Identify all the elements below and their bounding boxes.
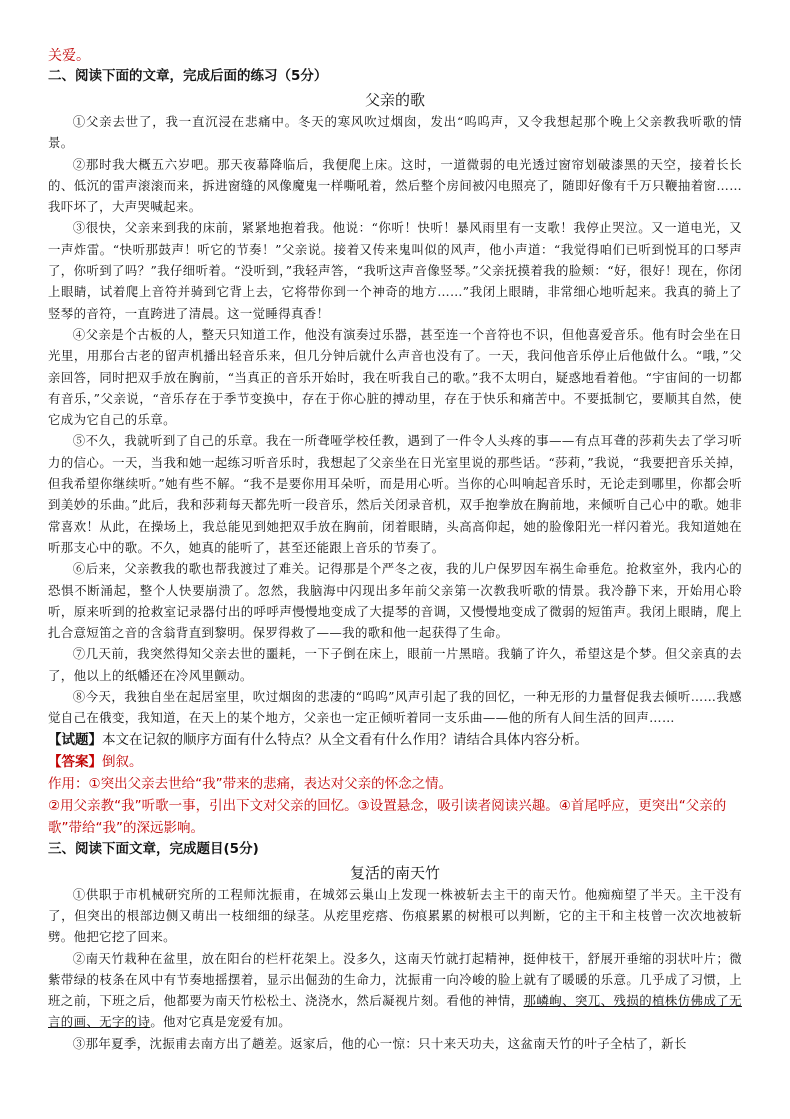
article1-paragraph: ④父亲是个古板的人，整天只知道工作，他没有演奏过乐器，甚至连一个音符也不识，但他喜爱音乐。他有时会坐在日光里，用那台古老的留声机播出轻音乐来，但几分钟后就什么声音也没有了。一天，我问他音乐停止后他做什么。“哦，”父亲回答，同时把双手放在胸前，“当真正的音乐开始时，我在听我自己的歌。”我不太明白，疑惑地看着他。“宇宙间的一切都有音乐，”父亲说，“音乐存在于季节变换中，存在于你心脏的搏动里，存在于快乐和痛苦中。不要抵制它，要顺其自然，使它成为它自己的乐章。 [48,326,742,428]
question-label: 【试题】 [48,731,102,748]
article2-paragraph: ①供职于市机械研究所的工程师沈振甫，在城郊云巢山上发现一株被斩去主干的南天竹。他痴痴望了半天。主干没有了，但突出的根部边侧又萌出一枝细细的绿茎。从疙里疙瘩、伤痕累累的树根可以判断，它的主干和主枝曾一次次地被斩劈。他把它挖了回来。 [48,886,742,945]
article1-paragraph: ⑥后来，父亲教我的歌也帮我渡过了难关。记得那是个严冬之夜，我的儿户保罗因车祸生命垂危。抢救室外，我内心的恐惧不断涌起，整个人快要崩溃了。忽然，我脑海中闪现出多年前父亲第一次教我听歌的情景。我冷静下来，开始用心聆听，原来听到的抢救室记录器付出的呼呼声慢慢地变成了大提琴的音调，又慢慢地变成了微弱的短笛声。我闭上眼睛，爬上扎合意短笛之音的含翁背直到黎明。保罗得救了——我的歌和他一起获得了生命。 [48,561,742,641]
paragraph-text: ②南天竹栽种在盆里，放在阳台的栏杆花架上。没多久，这南天竹就打起精神，挺伸枝干，舒展开垂缩的羽状叶片；微紫带绿的枝条在风中有节奏地摇摆着，显示出倔劲的生命力，沈振甫一向冷峻的脸上就有了暖暖的乐意。几乎成了习惯，上班之前，下班之后，他都要为南天竹松松土、浇浇水，然后凝视片刻。看他的神情， [48,950,742,1009]
article1-paragraph: ⑧今天，我独自坐在起居室里，吹过烟囱的悲凄的“呜呜”风声引起了我的回忆，一种无形的力量督促我去倾听……我感觉自己在俄变，我知道，在天上的某个地方，父亲也一定正倾听着同一支乐曲——他的所有人间生活的回声…… [48,689,742,726]
article1-title: 父亲的歌 [364,91,425,109]
answer-label: 【答案】 [48,753,102,770]
article1-paragraph: ③很快，父亲来到我的床前，紧紧地抱着我。他说：“你听！快听！暴风雨里有一支歌！我停止哭泣。又一道电光，又一声炸雷。“快听那鼓声！听它的节奏！”父亲说。接着又传来鬼叫似的风声，他小声道：“我觉得咱们已听到悦耳的口琴声了，你听到了吗？”我仔细听着。“没听到，”我轻声答，“我听这声音像竖琴。”父亲抚摸着我的脸颊：“好，很好！现在，你闭上眼睛，试着爬上音符并骑到它背上去，它将带你到一个神奇的地方……”我闭上眼睛，非常细心地听起来。我真的骑上了竖琴的音符，一直跨进了清晨。这一觉睡得真香！ [48,220,742,321]
answer-text: 倒叙。 [102,753,143,770]
article2-title: 复活的南天竹 [349,863,440,882]
article2-paragraph [48,948,742,1033]
article2-body [48,884,742,1054]
answer-line: ②用父亲教“我”听歌一事，引出下文对父亲的回忆。③设置悬念，吸引读者阅读兴趣。④首尾呼应，更突出“父亲的歌”带给“我”的深远影响。 [48,797,727,836]
article1-body [48,111,742,729]
question-text: 本文在记叙的顺序方面有什么特点？从全文看有什么作用？请结合具体内容分析。 [102,731,588,748]
underlined-sentence: 那嶙峋、突兀、残损的植株仿佛成了无言的画、无字的诗 [48,993,742,1030]
article2-paragraph: ③那年夏季，沈振甫去南方出了趟差。返家后，他的心一惊：只十来天功夫，这盆南天竹的叶子全枯了，新长 [72,1035,687,1051]
previous-answer-tail: 关爱。 [48,48,90,64]
section3-heading: 三、阅读下面文章，完成题目(5分) [48,840,259,857]
section2-heading: 二、阅读下面的文章，完成后面的练习（5分） [48,68,328,84]
answer-line: 作用：①突出父亲去世给“我”带来的悲痛，表达对父亲的怀念之情。 [48,775,453,792]
document-page [48,46,742,1054]
article1-paragraph: ①父亲去世了，我一直沉浸在悲痛中。冬天的寒风吹过烟囱，发出“呜呜声，又令我想起那个晚上父亲教我听歌的情景。 [48,114,742,151]
article1-paragraph: ⑤不久，我就听到了自己的乐章。我在一所聋哑学校任教，遇到了一件令人头疼的事——有点耳聋的莎莉失去了学习听力的信心。一天，当我和她一起练习听音乐时，我想起了父亲坐在日光室里说的那些话。“莎莉，”我说，“我要把音乐关掉，但我希望你继续听。”她有些不解。“我不是要你用耳朵听，而是用心听。当你的心叫响起音乐时，无论走到哪里，你都会听到美妙的乐曲。”此后，我和莎莉每天都先听一段音乐，然后关闭录音机，双手抱拳放在胸前地，来倾听自己心中的歌。她非常喜欢！从此，在操场上，我总能见到她把双手放在胸前，闭着眼睛，头高高仰起，她的脸像阳光一样闪着光。我知道她在听那支心中的歌。不久，她真的能听了，甚至还能跟上音乐的节奏了。 [48,433,742,555]
article1-paragraph: ⑦几天前，我突然得知父亲去世的噩耗，一下子倒在床上，眼前一片黑暗。我躺了许久，希望这是个梦。但父亲真的去了，他以上的纸幡还在冷风里颤动。 [48,646,742,683]
answer [48,751,742,773]
article1-paragraph: ②那时我大概五六岁吧。那天夜幕降临后，我便爬上床。这时，一道微弱的电光透过窗帘划破漆黑的天空，接着长长的、低沉的雷声滚滚而来，拆进窗缝的风像魔鬼一样嘶吼着，然后整个房间被闪电照亮了，随即好像有千万只鞭抽着窗……我吓坏了，大声哭喊起来。 [48,156,742,215]
paragraph-text: 。他对它真是宠爱有加。 [150,1014,292,1030]
question [48,729,742,751]
